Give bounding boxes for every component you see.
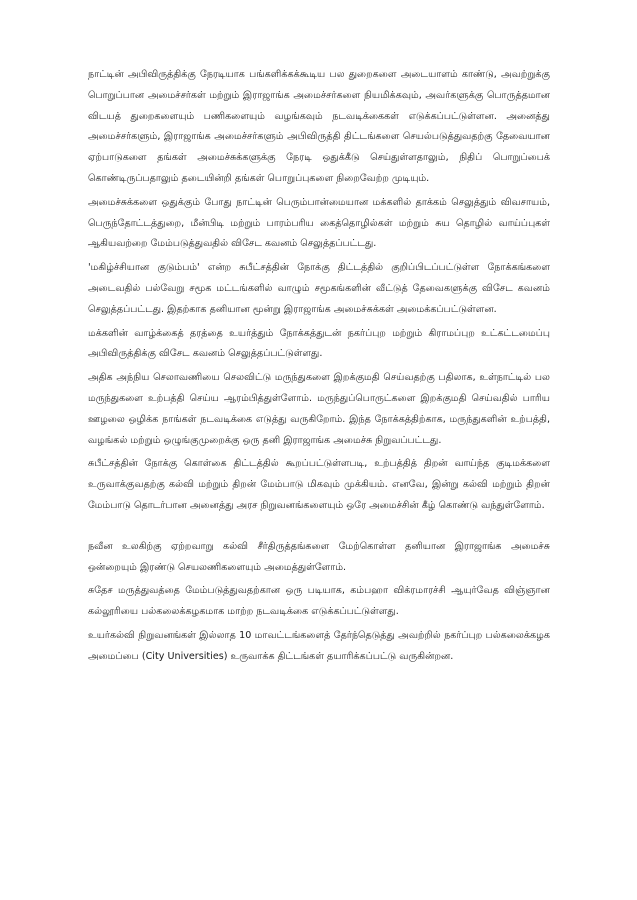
paragraph-education-reforms: நவீன உலகிற்கு ஏற்றவாறு கல்வி சீர்திருத்தங்களை மேற்கொள்ள தனியான இராஜாங்க அமைச்சு ஒன்றையும் இரண்டு செயலணிகளையும் அமைத்துள்ளோம். (88, 540, 550, 573)
paragraph-city-universities: உயர்கல்வி நிறுவனங்கள் இல்லாத 10 மாவட்டங்களைத் தேர்ந்தெடுத்து அவற்றில் நகர்ப்புற பல்கலைக்கழக அமைப்பை (City Universities) உருவாக்க திட்டங்கள் தயாரிக்கப்பட்டு வருகின்றன. (88, 629, 550, 662)
paragraph-ayurveda-university: சுதேச மருத்துவத்தை மேம்படுத்துவதற்கான ஒரு படியாக, கம்பஹா விக்ரமாரச்சி ஆயுர்வேத விஞ்ஞான கல்லூரியை பல்கலைக்கழகமாக மாற்ற நடவடிக்கை எடுக்கப்பட்டுள்ளது. (88, 585, 550, 618)
paragraph-education-skills: சுபீட்சத்தின் நோக்கு கொள்கை திட்டத்தில் கூறப்பட்டுள்ளபடி, உற்பத்தித் திறன் வாய்ந்த குடிமக்களை உருவாக்குவதற்கு கல்வி மற்றும் திறன் மேம்பாடு மிகவும் முக்கியம். எனவே, இன்று கல்வி மற்றும் திறன் மேம்பாடு தொடர்பான அனைத்து அரச நிறுவனங்களையும் ஒரே அமைச்சின் கீழ் கொண்டு வந்துள்ளோம். (88, 458, 550, 511)
paragraph-happy-family-housing: 'மகிழ்ச்சியான குடும்பம்' என்ற சுபீட்சத்தின் நோக்கு திட்டத்தில் குறிப்பிடப்பட்டுள்ள நோக்கங்களை அடைவதில் பல்வேறு சமூக மட்டங்களில் வாழும் சமூகங்களின் வீட்டுத் தேவைகளுக்கு விசேட கவனம் செலுத்தப்பட்டது. இதற்காக தனியான மூன்று இராஜாங்க அமைச்சுக்கள் அமைக்கப்பட்டுள்ளன. (88, 262, 550, 315)
paragraph-pharmaceuticals: அதிக அந்நிய செலாவணியை செலவிட்டு மருந்துகளை இறக்குமதி செய்வதற்கு பதிலாக, உள்நாட்டில் பல மருந்துகளை உற்பத்தி செய்ய ஆரம்பித்துள்ளோம். மருந்துப்பொருட்களை இறக்குமதி செய்வதில் பாரிய ஊழலை ஒழிக்க நாங்கள் நடவடிக்கை எடுத்து வருகிறோம். இந்த நோக்கத்திற்காக, மருந்துகளின் உற்பத்தி, வழங்கல் மற்றும் ஒழுங்குமுறைக்கு ஒரு தனி இராஜாங்க அமைச்சு நிறுவப்பட்டது. (88, 372, 550, 446)
paragraph-infrastructure: மக்களின் வாழ்க்கைத் தரத்தை உயர்த்தும் நோக்கத்துடன் நகர்ப்புற மற்றும் கிராமப்புற உட்கட்டமைப்பு அபிவிருத்திக்கு விசேட கவனம் செலுத்தப்பட்டுள்ளது. (88, 327, 550, 360)
document-body (88, 65, 550, 671)
paragraph-ministries-appointment: நாட்டின் அபிவிருத்திக்கு நேரடியாக பங்களிக்கக்கூடிய பல துறைகளை அடையாளம் காண்டு, அவற்றுக்கு பொறுப்பான அமைச்சர்கள் மற்றும் இராஜாங்க அமைச்சர்களை நியமிக்கவும், அவர்களுக்கு பொருத்தமான விடயத் துறைகளையும் பணிகளையும் வழங்கவும் நடவடிக்கைகள் எடுக்கப்பட்டுள்ளன. அனைத்து அமைச்சர்களும், இராஜாங்க அமைச்சர்களும் அபிவிருத்தி திட்டங்களை செயல்படுத்துவதற்கு தேவையான ஏற்பாடுகளை தங்கள் அமைச்சுக்களுக்கு நேரடி ஒதுக்கீடு செய்துள்ளதாலும், நிதிப் பொறுப்பைக் கொண்டிருப்பதாலும் தடையின்றி தங்கள் பொறுப்புகளை நிறைவேற்ற முடியும். (88, 69, 550, 184)
paragraph-agriculture-focus: அமைச்சுக்களை ஒதுக்கும் போது நாட்டின் பெரும்பான்மையான மக்களில் தாக்கம் செலுத்தும் விவசாயம், பெருந்தோட்டத்துறை, மீன்பிடி மற்றும் பாரம்பரிய கைத்தொழில்கள் மற்றும் சுய தொழில் வாய்ப்புகள் ஆகியவற்றை மேம்படுத்துவதில் விசேட கவனம் செலுத்தப்பட்டது. (88, 196, 550, 250)
